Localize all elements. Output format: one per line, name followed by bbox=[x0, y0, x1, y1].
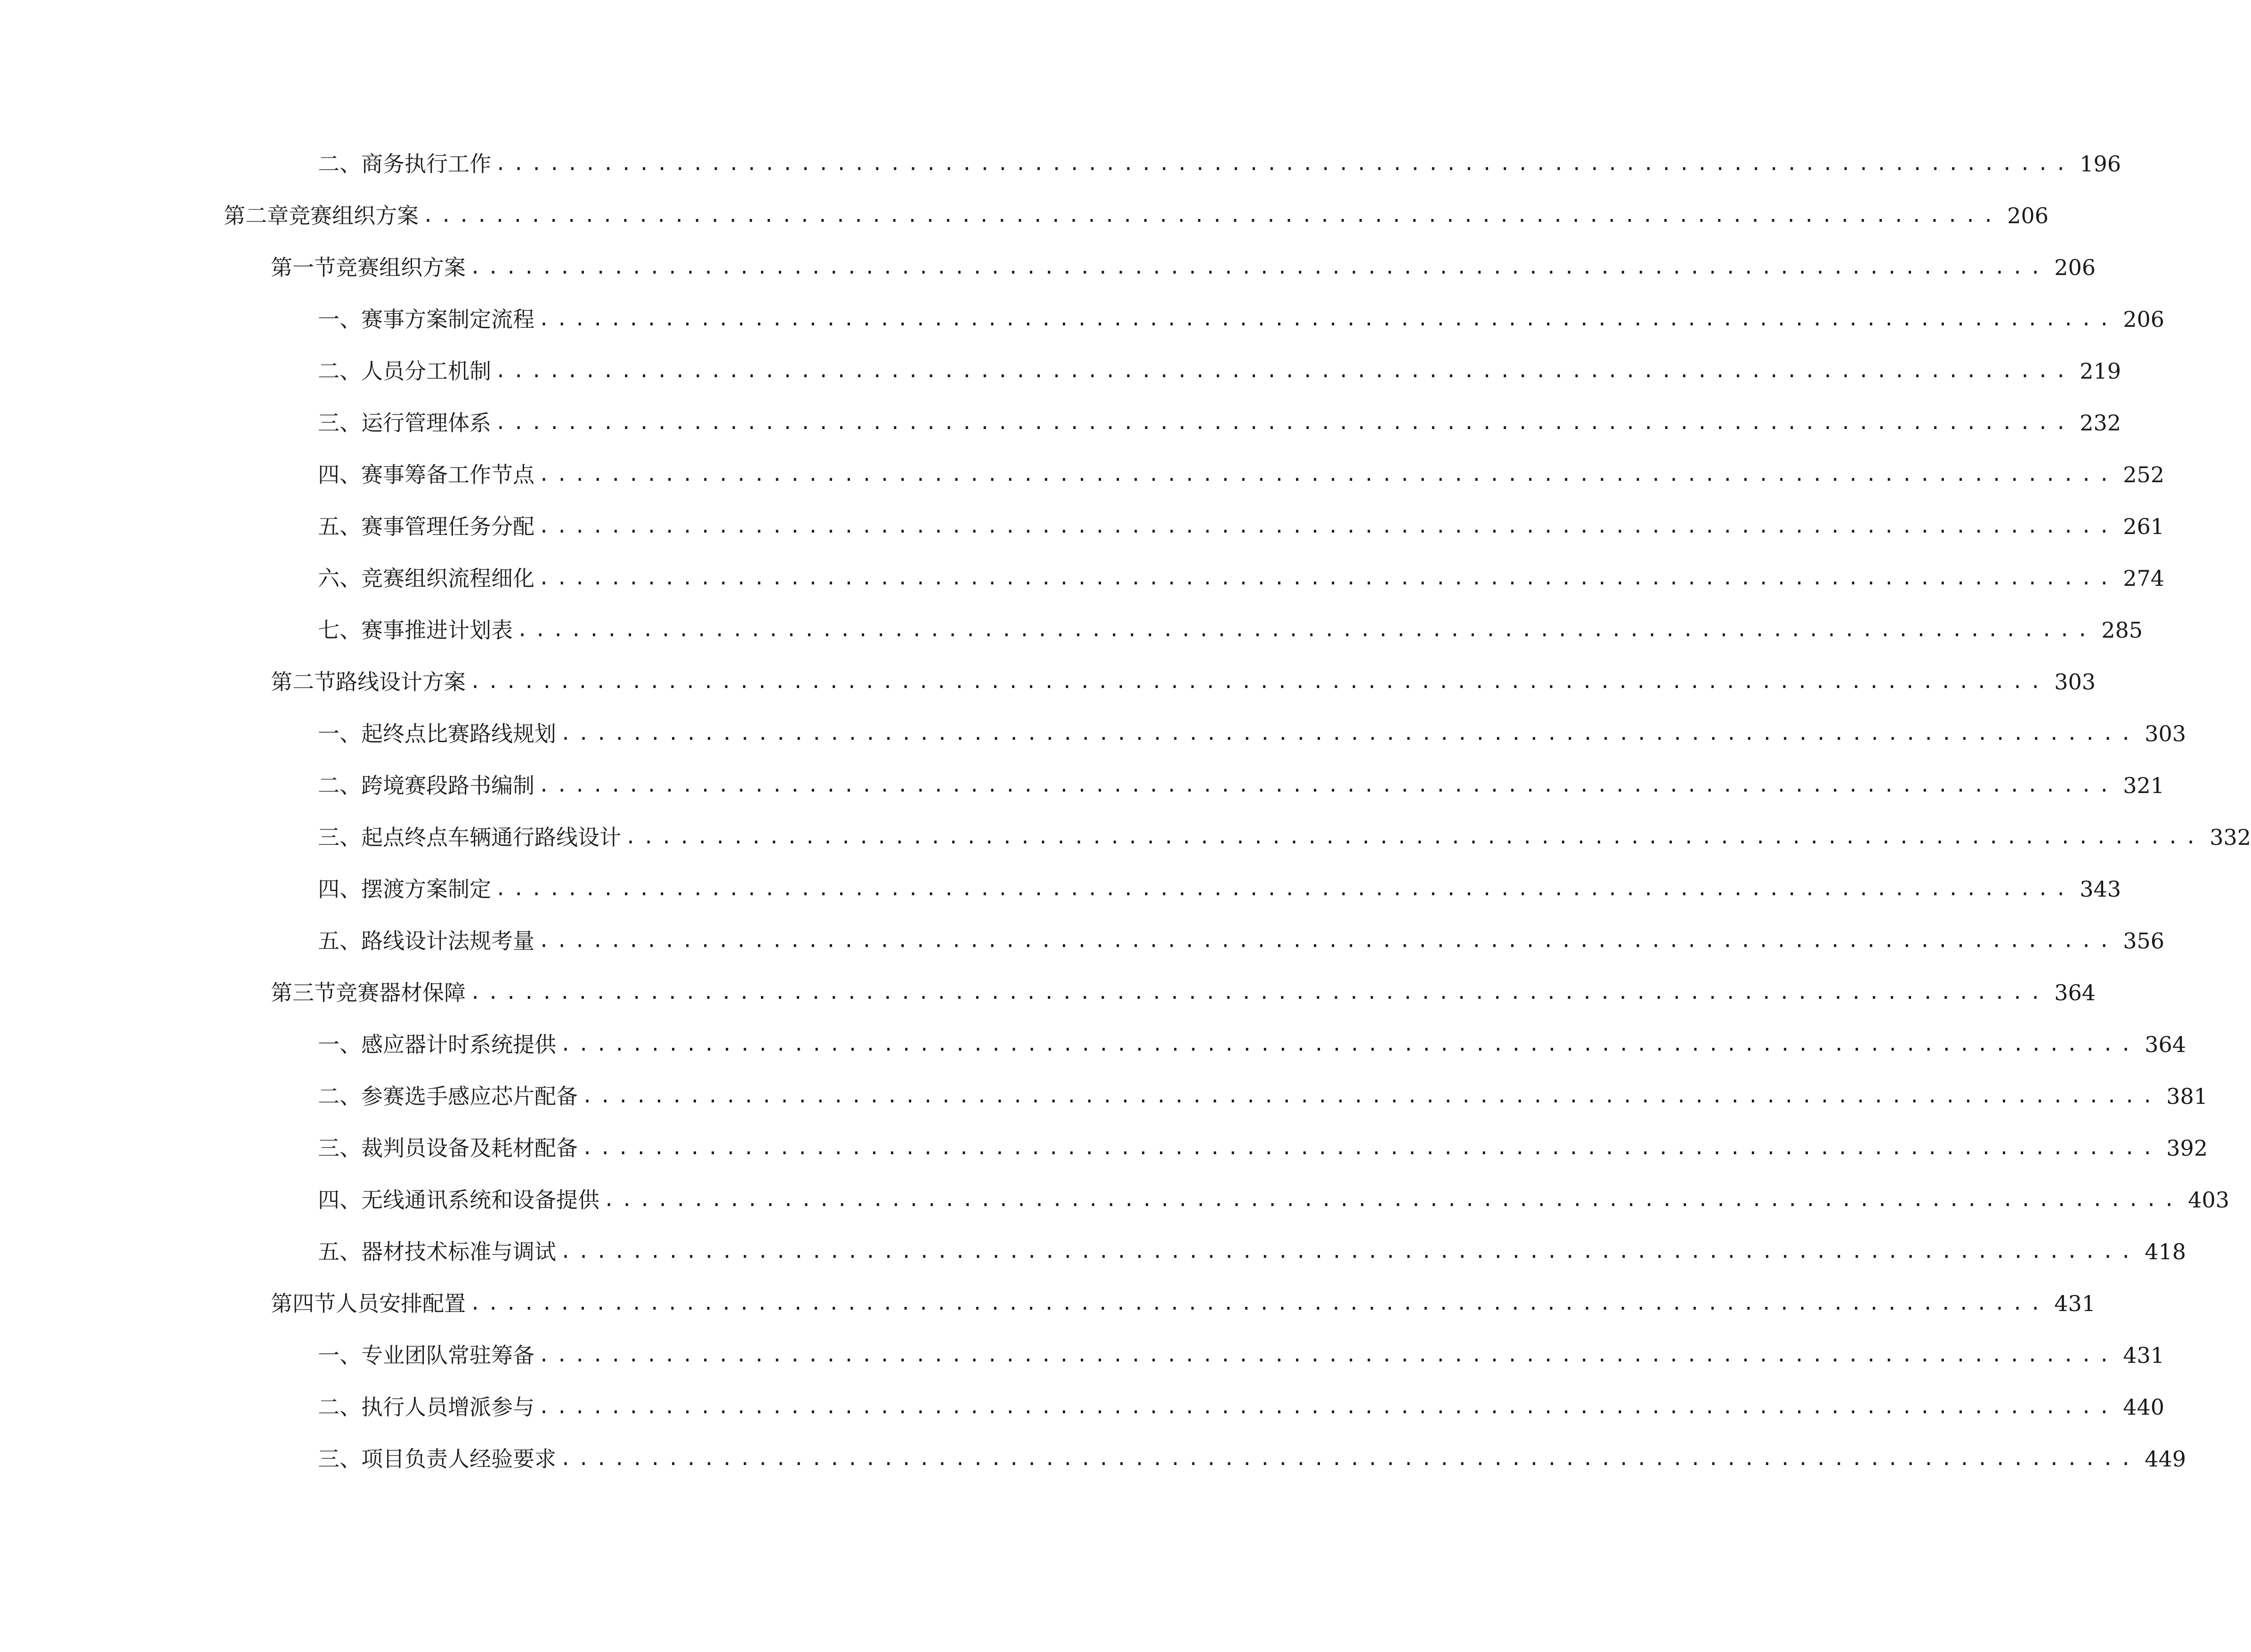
toc-entry[interactable] bbox=[318, 1129, 2208, 1167]
toc-entry[interactable] bbox=[318, 715, 2186, 753]
toc-entry-title: 竞赛组织流程细化 bbox=[361, 566, 534, 591]
dot-leader: ........................................................................................ bbox=[422, 205, 2001, 227]
toc-entry-title: 摆渡方案制定 bbox=[361, 876, 491, 902]
toc-entry-page: 392 bbox=[2166, 1135, 2208, 1161]
toc-entry[interactable] bbox=[318, 1336, 2165, 1374]
dot-leader: ........................................................................................ bbox=[495, 412, 2073, 434]
toc-entry-title: 起点终点车辆通行路线设计 bbox=[361, 825, 621, 850]
toc-entry-number: 五、 bbox=[318, 514, 361, 539]
toc-entry-title: 人员分工机制 bbox=[361, 358, 491, 384]
toc-entry-number: 二、 bbox=[318, 151, 361, 177]
toc-entry-title: 赛事推进计划表 bbox=[361, 617, 513, 643]
toc-entry-page: 403 bbox=[2188, 1187, 2230, 1213]
toc-entry-number: 一、 bbox=[318, 1032, 361, 1057]
toc-entry-title: 竞赛组织方案 bbox=[336, 255, 466, 280]
toc-entry-number: 一、 bbox=[318, 721, 361, 746]
dot-leader: ........................................................................................ bbox=[538, 464, 2117, 486]
dot-leader: ........................................................................................ bbox=[470, 1293, 2048, 1314]
toc-entry-title: 项目负责人经验要求 bbox=[361, 1446, 556, 1472]
toc-entry-title: 参赛选手感应芯片配备 bbox=[361, 1084, 578, 1109]
toc-entry-number: 四、 bbox=[318, 876, 361, 902]
toc-entry-page: 356 bbox=[2123, 928, 2165, 954]
dot-leader: ........................................................................................ bbox=[560, 1034, 2138, 1055]
dot-leader: ........................................................................................ bbox=[517, 619, 2095, 641]
toc-entry[interactable] bbox=[318, 1388, 2165, 1426]
toc-entry-number: 六、 bbox=[318, 566, 361, 591]
toc-entry-title: 无线通讯系统和设备提供 bbox=[361, 1187, 599, 1213]
dot-leader: ........................................................................................ bbox=[470, 257, 2048, 278]
toc-entry[interactable] bbox=[318, 767, 2165, 804]
toc-entry[interactable] bbox=[318, 818, 2251, 856]
toc-entry-page: 431 bbox=[2123, 1343, 2165, 1368]
toc-entry-title: 运行管理体系 bbox=[361, 410, 491, 436]
toc-entry-title: 器材技术标准与调试 bbox=[361, 1239, 556, 1264]
toc-entry-page: 219 bbox=[2080, 358, 2121, 384]
dot-leader: ........................................................................................ bbox=[560, 1241, 2138, 1263]
toc-entry-number: 二、 bbox=[318, 773, 361, 798]
toc-entry-title: 路线设计法规考量 bbox=[361, 928, 534, 954]
toc-entry-title: 竞赛器材保障 bbox=[336, 980, 466, 1005]
toc-entry-title: 赛事管理任务分配 bbox=[361, 514, 534, 539]
toc-entry[interactable] bbox=[318, 922, 2165, 960]
toc-entry-number: 第四节 bbox=[271, 1291, 336, 1316]
toc-entry-number: 第三节 bbox=[271, 980, 336, 1005]
toc-entry-number: 四、 bbox=[318, 462, 361, 487]
dot-leader: ........................................................................................ bbox=[495, 360, 2073, 382]
toc-entry-number: 七、 bbox=[318, 617, 361, 643]
toc-entry[interactable] bbox=[318, 1233, 2186, 1271]
toc-entry-number: 一、 bbox=[318, 1343, 361, 1368]
dot-leader: ........................................................................................ bbox=[603, 1189, 2182, 1211]
toc-entry-page: 381 bbox=[2166, 1084, 2208, 1109]
toc-entry-title: 感应器计时系统提供 bbox=[361, 1032, 556, 1057]
toc-entry-number: 四、 bbox=[318, 1187, 361, 1213]
dot-leader: ........................................................................................ bbox=[538, 516, 2117, 537]
dot-leader: ........................................................................................ bbox=[538, 930, 2117, 952]
dot-leader: ........................................................................................ bbox=[470, 982, 2048, 1004]
toc-entry-page: 232 bbox=[2080, 410, 2121, 436]
toc-entry-page: 206 bbox=[2123, 307, 2165, 332]
toc-entry-page: 449 bbox=[2145, 1446, 2186, 1472]
toc-entry-page: 303 bbox=[2145, 721, 2186, 746]
toc-entry-number: 二、 bbox=[318, 358, 361, 384]
toc-entry-section[interactable] bbox=[271, 663, 2096, 701]
toc-entry-page: 274 bbox=[2123, 566, 2165, 591]
toc-entry-number: 三、 bbox=[318, 1135, 361, 1161]
dot-leader: ........................................................................................ bbox=[560, 1448, 2138, 1470]
toc-entry-page: 252 bbox=[2123, 462, 2165, 487]
toc-entry-title: 竞赛组织方案 bbox=[289, 203, 419, 228]
toc-entry-number: 二、 bbox=[318, 1394, 361, 1420]
toc-entry-number: 三、 bbox=[318, 410, 361, 436]
toc-entry-page: 303 bbox=[2054, 669, 2096, 695]
toc-entry[interactable] bbox=[318, 404, 2121, 442]
toc-entry-number: 第二章 bbox=[224, 203, 289, 228]
toc-entry[interactable] bbox=[318, 352, 2121, 390]
toc-entry[interactable] bbox=[318, 300, 2165, 338]
toc-entry[interactable] bbox=[318, 1181, 2230, 1219]
toc-entry-number: 五、 bbox=[318, 1239, 361, 1264]
dot-leader: ........................................................................................ bbox=[625, 826, 2203, 848]
dot-leader: ........................................................................................ bbox=[495, 878, 2073, 900]
dot-leader: ........................................................................................ bbox=[582, 1137, 2160, 1159]
dot-leader: ........................................................................................ bbox=[538, 308, 2117, 330]
toc-entry[interactable] bbox=[318, 145, 2121, 183]
toc-entry-title: 跨境赛段路书编制 bbox=[361, 773, 534, 798]
dot-leader: ........................................................................................ bbox=[538, 567, 2117, 589]
toc-entry-page: 196 bbox=[2080, 151, 2121, 177]
toc-entry[interactable] bbox=[318, 559, 2165, 597]
toc-entry-section[interactable] bbox=[271, 249, 2096, 286]
toc-entry-page: 418 bbox=[2145, 1239, 2186, 1264]
dot-leader: ........................................................................................ bbox=[495, 153, 2073, 175]
toc-entry-page: 364 bbox=[2145, 1032, 2186, 1057]
toc-entry-number: 五、 bbox=[318, 928, 361, 954]
toc-entry-number: 二、 bbox=[318, 1084, 361, 1109]
toc-entry-number: 第二节 bbox=[271, 669, 336, 695]
toc-entry[interactable] bbox=[318, 1026, 2186, 1063]
toc-entry-title: 执行人员增派参与 bbox=[361, 1394, 534, 1420]
toc-entry-page: 206 bbox=[2007, 203, 2049, 228]
toc-entry-page: 343 bbox=[2080, 876, 2121, 902]
toc-entry-page: 261 bbox=[2123, 514, 2165, 539]
toc-entry-number: 三、 bbox=[318, 1446, 361, 1472]
toc-entry-title: 商务执行工作 bbox=[361, 151, 491, 177]
toc-entry-title: 路线设计方案 bbox=[336, 669, 466, 695]
toc-entry-chapter[interactable] bbox=[224, 197, 2049, 235]
toc-entry-page: 440 bbox=[2123, 1394, 2165, 1420]
toc-entry-title: 裁判员设备及耗材配备 bbox=[361, 1135, 578, 1161]
toc-entry[interactable] bbox=[318, 870, 2121, 908]
toc-entry-number: 第一节 bbox=[271, 255, 336, 280]
toc-entry[interactable] bbox=[318, 456, 2165, 494]
toc-entry-title: 赛事筹备工作节点 bbox=[361, 462, 534, 487]
toc-entry[interactable] bbox=[318, 1440, 2186, 1478]
toc-entry-title: 人员安排配置 bbox=[336, 1291, 466, 1316]
dot-leader: ........................................................................................ bbox=[470, 671, 2048, 693]
dot-leader: ........................................................................................ bbox=[582, 1085, 2160, 1107]
toc-entry[interactable] bbox=[318, 611, 2143, 649]
toc-entry-page: 332 bbox=[2210, 825, 2251, 850]
dot-leader: ........................................................................................ bbox=[538, 775, 2117, 796]
toc-entry-title: 专业团队常驻筹备 bbox=[361, 1343, 534, 1368]
toc-entry-number: 三、 bbox=[318, 825, 361, 850]
toc-entry[interactable] bbox=[318, 508, 2165, 545]
toc-entry-section[interactable] bbox=[271, 974, 2096, 1012]
dot-leader: ........................................................................................ bbox=[560, 723, 2138, 745]
toc-entry-page: 206 bbox=[2054, 255, 2096, 280]
toc-entry[interactable] bbox=[318, 1077, 2208, 1115]
dot-leader: ........................................................................................ bbox=[538, 1396, 2117, 1418]
toc-entry-title: 起终点比赛路线规划 bbox=[361, 721, 556, 746]
dot-leader: ........................................................................................ bbox=[538, 1344, 2117, 1366]
toc-entry-page: 364 bbox=[2054, 980, 2096, 1005]
toc-entry-page: 285 bbox=[2101, 617, 2143, 643]
toc-entry-section[interactable] bbox=[271, 1285, 2096, 1322]
toc-entry-page: 431 bbox=[2054, 1291, 2096, 1316]
toc-entry-title: 赛事方案制定流程 bbox=[361, 307, 534, 332]
toc-entry-number: 一、 bbox=[318, 307, 361, 332]
toc-entry-page: 321 bbox=[2123, 773, 2165, 798]
